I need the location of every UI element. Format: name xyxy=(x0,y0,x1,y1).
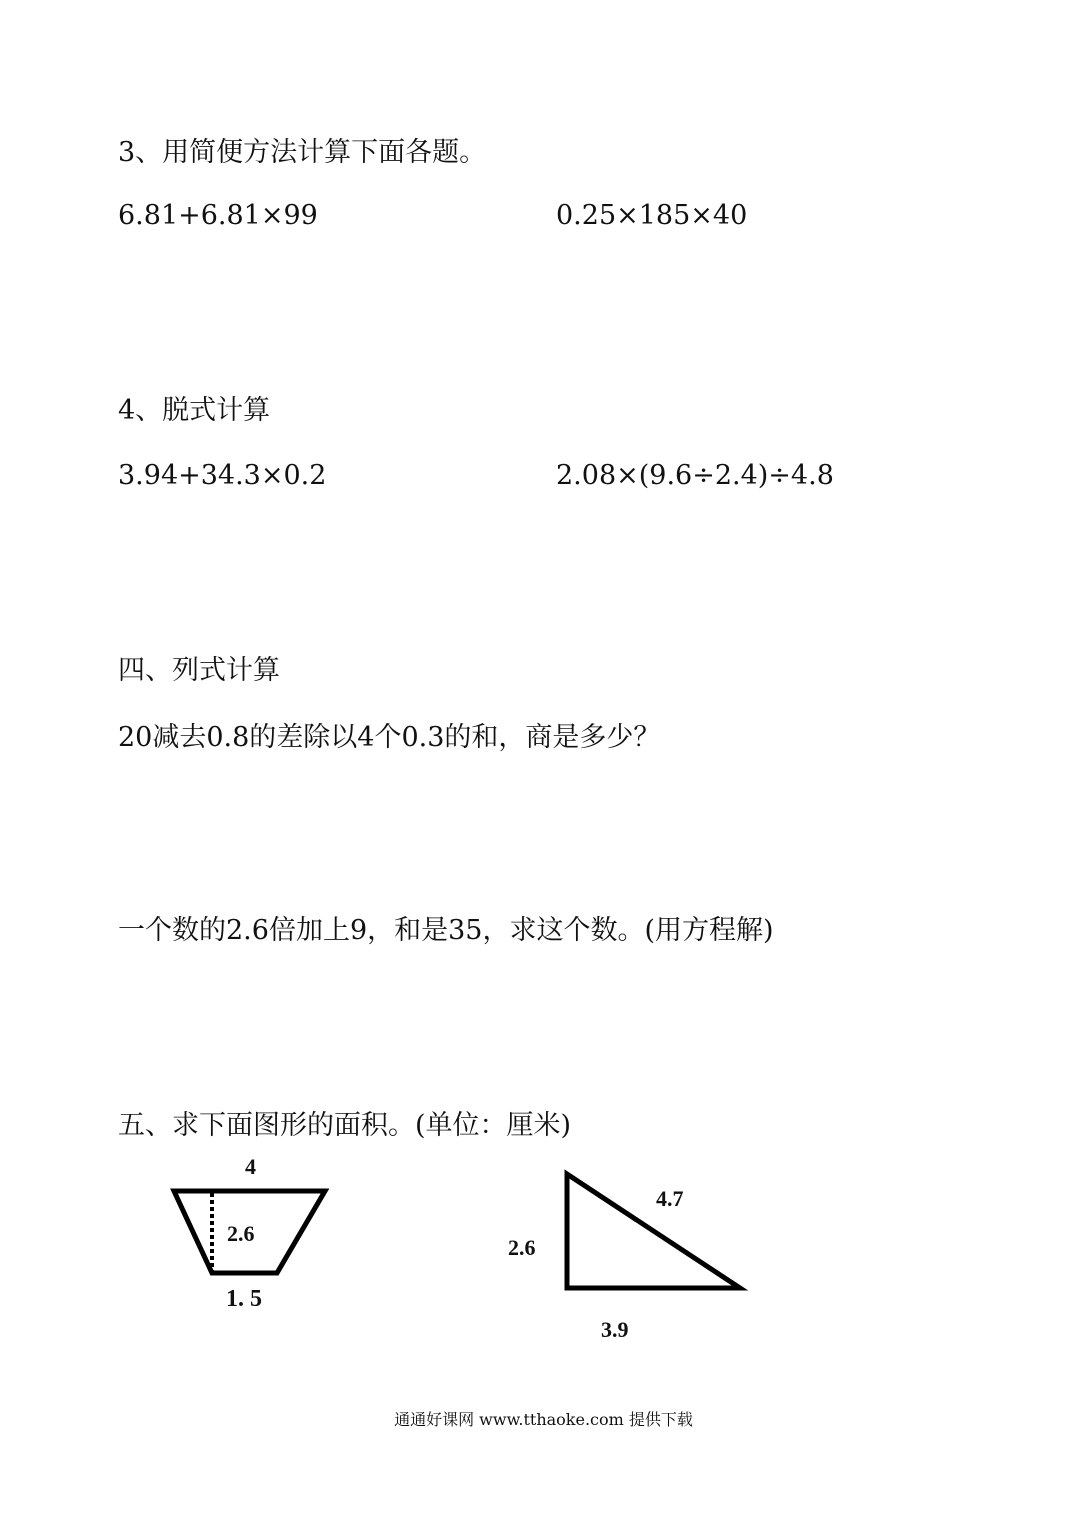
section5-heading: 五、求下面图形的面积。(单位：厘米) xyxy=(118,1110,572,1141)
trapezoid-bottom-label: 1. 5 xyxy=(226,1286,262,1312)
section4-heading: 四、列式计算 xyxy=(118,655,280,686)
trapezoid-height-label: 2.6 xyxy=(227,1221,255,1246)
triangle-height-label: 2.6 xyxy=(508,1235,536,1260)
triangle-base-label: 3.9 xyxy=(601,1317,629,1342)
section4-problem-1: 20减去0.8的差除以4个0.3的和，商是多少？ xyxy=(118,722,661,753)
q3-expression-1: 6.81+6.81×99 xyxy=(118,200,318,231)
section4-problem-2: 一个数的2.6倍加上9，和是35，求这个数。(用方程解) xyxy=(118,915,774,946)
triangle-hypotenuse-label: 4.7 xyxy=(656,1186,684,1211)
trapezoid-top-label: 4 xyxy=(245,1154,256,1179)
q3-heading: 3、用简便方法计算下面各题。 xyxy=(118,137,487,168)
q3-expression-2: 0.25×185×40 xyxy=(556,200,748,231)
footer-credit: 通通好课网 www.tthaoke.com 提供下载 xyxy=(394,1410,693,1429)
q4-expression-1: 3.94+34.3×0.2 xyxy=(118,460,327,491)
triangle-shape xyxy=(567,1174,740,1288)
q4-expression-2: 2.08×(9.6÷2.4)÷4.8 xyxy=(556,460,834,491)
q4-heading: 4、脱式计算 xyxy=(118,395,271,426)
